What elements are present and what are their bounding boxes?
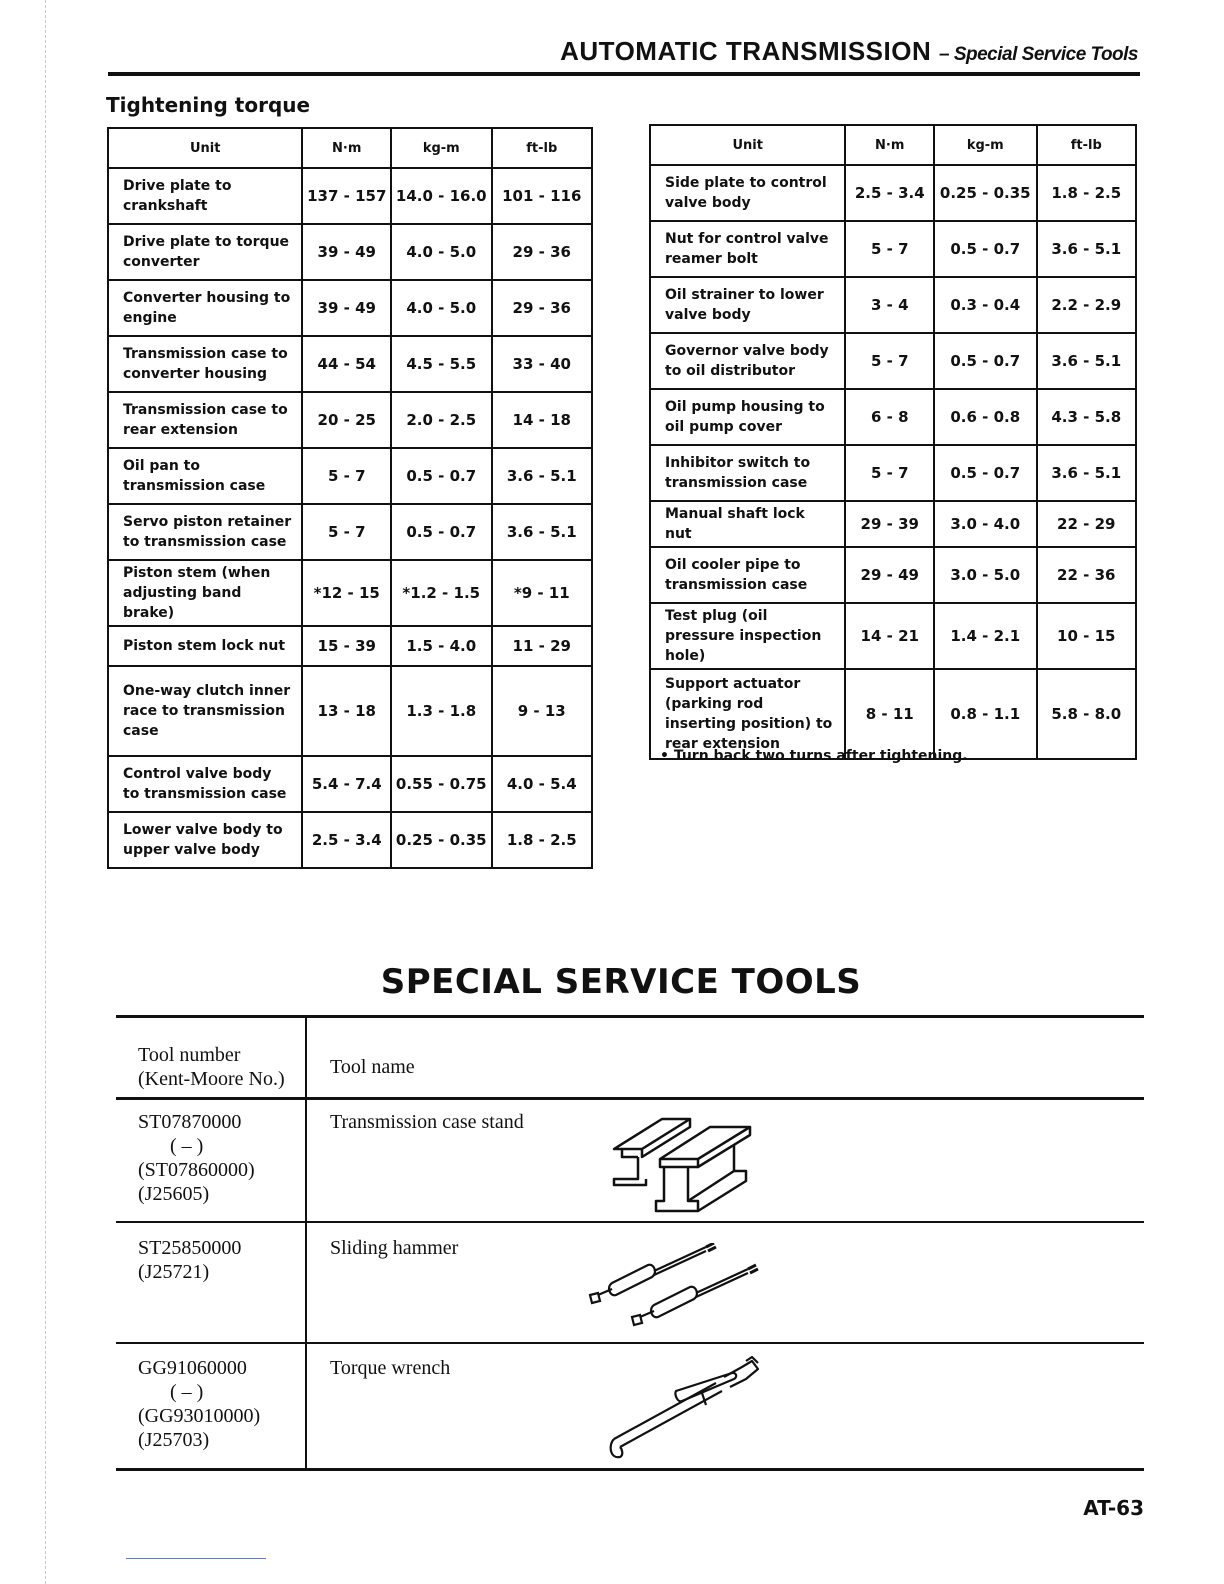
table-row <box>650 221 1136 277</box>
sliding-hammer-icon <box>582 1243 762 1333</box>
table-row <box>108 666 592 756</box>
ftlb-cell: 9 - 13 <box>492 666 592 756</box>
table-column-divider <box>305 1015 307 1470</box>
table-row <box>108 224 592 280</box>
kgm-cell: 4.0 - 5.0 <box>391 280 492 336</box>
unit-cell: Oil pan to transmission case <box>108 448 302 504</box>
section-label: Tightening torque <box>106 93 311 117</box>
unit-cell: Piston stem (when adjusting band brake) <box>108 560 302 626</box>
nm-cell: 5 - 7 <box>302 504 391 560</box>
table-row <box>650 277 1136 333</box>
nm-cell: 39 - 49 <box>302 224 391 280</box>
table-row <box>108 560 592 626</box>
header-title: AUTOMATIC TRANSMISSION <box>560 36 932 66</box>
kgm-cell: 3.0 - 4.0 <box>934 501 1037 547</box>
table-body <box>108 168 592 868</box>
nm-cell: 2.5 - 3.4 <box>302 812 391 868</box>
table-row <box>108 280 592 336</box>
table-row <box>650 165 1136 221</box>
kgm-cell: 14.0 - 16.0 <box>391 168 492 224</box>
tool-number-alt: ( – ) <box>170 1381 204 1403</box>
special-service-tools-title: SPECIAL SERVICE TOOLS <box>380 962 862 1002</box>
tool-number-cell <box>138 1356 260 1452</box>
table-body <box>650 165 1136 759</box>
torque-table-left <box>107 127 593 869</box>
kgm-cell: 0.25 - 0.35 <box>391 812 492 868</box>
kgm-cell: 0.55 - 0.75 <box>391 756 492 812</box>
col-header-ftlb: ft-lb <box>492 128 592 168</box>
torque-table-right <box>649 124 1137 760</box>
page-number: AT-63 <box>1083 1496 1144 1520</box>
table-row <box>108 392 592 448</box>
nm-cell: 5 - 7 <box>845 221 934 277</box>
kent-moore-number: (J25605) <box>138 1183 210 1205</box>
table-rule <box>116 1221 1144 1223</box>
table-row <box>108 504 592 560</box>
kgm-cell: 0.5 - 0.7 <box>391 504 492 560</box>
ftlb-cell: 3.6 - 5.1 <box>1037 333 1136 389</box>
col-header-nm: N·m <box>302 128 391 168</box>
table-row <box>108 448 592 504</box>
ftlb-cell: 22 - 29 <box>1037 501 1136 547</box>
col-header-unit: Unit <box>108 128 302 168</box>
kgm-cell: 0.6 - 0.8 <box>934 389 1037 445</box>
unit-cell: Oil cooler pipe to transmission case <box>650 547 845 603</box>
ftlb-cell: 3.6 - 5.1 <box>492 448 592 504</box>
kgm-cell: 0.5 - 0.7 <box>934 445 1037 501</box>
kgm-cell: 4.0 - 5.0 <box>391 224 492 280</box>
table-row <box>108 626 592 666</box>
kgm-cell: 0.25 - 0.35 <box>934 165 1037 221</box>
kgm-cell: 0.8 - 1.1 <box>934 669 1037 759</box>
unit-cell: Drive plate to crankshaft <box>108 168 302 224</box>
ftlb-cell: 10 - 15 <box>1037 603 1136 669</box>
table-row <box>108 812 592 868</box>
col-header-ftlb: ft-lb <box>1037 125 1136 165</box>
kgm-cell: 0.5 - 0.7 <box>934 333 1037 389</box>
tool-name: Sliding hammer <box>330 1237 459 1259</box>
nm-cell: 6 - 8 <box>845 389 934 445</box>
ftlb-cell: 3.6 - 5.1 <box>1037 221 1136 277</box>
unit-cell: Oil pump housing to oil pump cover <box>650 389 845 445</box>
table-row <box>108 168 592 224</box>
table-row <box>650 333 1136 389</box>
nm-cell: 29 - 49 <box>845 547 934 603</box>
tool-name: Torque wrench <box>330 1357 451 1379</box>
kgm-cell: 0.3 - 0.4 <box>934 277 1037 333</box>
tool-number: ST07870000 <box>138 1111 242 1133</box>
ftlb-cell: 101 - 116 <box>492 168 592 224</box>
ftlb-cell: 29 - 36 <box>492 224 592 280</box>
table-row <box>650 669 1136 759</box>
col-header-kgm: kg-m <box>391 128 492 168</box>
nm-cell: 14 - 21 <box>845 603 934 669</box>
table-row <box>108 756 592 812</box>
ftlb-cell: 29 - 36 <box>492 280 592 336</box>
unit-cell: Nut for control valve reamer bolt <box>650 221 845 277</box>
nm-cell: 5 - 7 <box>845 333 934 389</box>
nm-cell: 5 - 7 <box>845 445 934 501</box>
unit-cell: Servo piston retainer to transmission case <box>108 504 302 560</box>
binding-margin-line <box>45 0 47 1584</box>
footnote: • Turn back two turns after tightening. <box>660 748 968 764</box>
tool-name: Transmission case stand <box>330 1111 524 1133</box>
table-row <box>650 547 1136 603</box>
ftlb-cell: 11 - 29 <box>492 626 592 666</box>
tool-number-alt: ( – ) <box>170 1135 204 1157</box>
nm-cell: 44 - 54 <box>302 336 391 392</box>
table-row <box>650 389 1136 445</box>
transmission-case-stand-icon <box>602 1101 762 1221</box>
ftlb-cell: 5.8 - 8.0 <box>1037 669 1136 759</box>
kgm-cell: 1.4 - 2.1 <box>934 603 1037 669</box>
unit-cell: Manual shaft lock nut <box>650 501 845 547</box>
table-header-row <box>108 128 592 168</box>
ftlb-cell: 33 - 40 <box>492 336 592 392</box>
kgm-cell: 4.5 - 5.5 <box>391 336 492 392</box>
kgm-cell: 1.5 - 4.0 <box>391 626 492 666</box>
table-rule <box>116 1342 1144 1344</box>
unit-cell: Transmission case to rear extension <box>108 392 302 448</box>
tool-number: ST25850000 <box>138 1237 242 1259</box>
kent-moore-number: (J25721) <box>138 1261 210 1283</box>
ftlb-cell: 3.6 - 5.1 <box>1037 445 1136 501</box>
header-tool-number-line1: Tool number <box>138 1044 241 1066</box>
table-row <box>108 336 592 392</box>
unit-cell: Support actuator (parking rod inserting position) to rear extension <box>650 669 845 759</box>
unit-cell: Inhibitor switch to transmission case <box>650 445 845 501</box>
kgm-cell: 0.5 - 0.7 <box>934 221 1037 277</box>
table-rule <box>116 1468 1144 1471</box>
col-header-kgm: kg-m <box>934 125 1037 165</box>
nm-cell: 20 - 25 <box>302 392 391 448</box>
nm-cell: *12 - 15 <box>302 560 391 626</box>
unit-cell: Governor valve body to oil distributor <box>650 333 845 389</box>
header-tool-name: Tool name <box>330 1056 415 1078</box>
footer-rule <box>126 1558 266 1559</box>
nm-cell: 3 - 4 <box>845 277 934 333</box>
header-rule <box>108 72 1140 76</box>
unit-cell: Transmission case to converter housing <box>108 336 302 392</box>
header-tool-number <box>138 1043 285 1091</box>
table-rule <box>116 1097 1144 1100</box>
kgm-cell: 0.5 - 0.7 <box>391 448 492 504</box>
kgm-cell: 1.3 - 1.8 <box>391 666 492 756</box>
torque-wrench-icon <box>606 1355 766 1465</box>
ftlb-cell: 3.6 - 5.1 <box>492 504 592 560</box>
unit-cell: Oil strainer to lower valve body <box>650 277 845 333</box>
unit-cell: Test plug (oil pressure inspection hole) <box>650 603 845 669</box>
table-row <box>650 445 1136 501</box>
ftlb-cell: 4.3 - 5.8 <box>1037 389 1136 445</box>
ftlb-cell: 1.8 - 2.5 <box>492 812 592 868</box>
kgm-cell: *1.2 - 1.5 <box>391 560 492 626</box>
col-header-nm: N·m <box>845 125 934 165</box>
page-header <box>560 36 1138 67</box>
kgm-cell: 3.0 - 5.0 <box>934 547 1037 603</box>
tool-number-cell <box>138 1236 241 1284</box>
tool-number-alt: (GG93010000) <box>138 1405 261 1427</box>
unit-cell: Drive plate to torque converter <box>108 224 302 280</box>
table-rule <box>116 1015 1144 1018</box>
table-header-row <box>650 125 1136 165</box>
ftlb-cell: *9 - 11 <box>492 560 592 626</box>
nm-cell: 29 - 39 <box>845 501 934 547</box>
nm-cell: 137 - 157 <box>302 168 391 224</box>
nm-cell: 5.4 - 7.4 <box>302 756 391 812</box>
kent-moore-number: (J25703) <box>138 1429 210 1451</box>
ftlb-cell: 22 - 36 <box>1037 547 1136 603</box>
tool-number-alt: (ST07860000) <box>138 1159 255 1181</box>
unit-cell: Control valve body to transmission case <box>108 756 302 812</box>
ftlb-cell: 4.0 - 5.4 <box>492 756 592 812</box>
nm-cell: 8 - 11 <box>845 669 934 759</box>
tool-number-cell <box>138 1110 255 1206</box>
unit-cell: Converter housing to engine <box>108 280 302 336</box>
unit-cell: Piston stem lock nut <box>108 626 302 666</box>
ftlb-cell: 1.8 - 2.5 <box>1037 165 1136 221</box>
unit-cell: One-way clutch inner race to transmission case <box>108 666 302 756</box>
nm-cell: 15 - 39 <box>302 626 391 666</box>
ftlb-cell: 2.2 - 2.9 <box>1037 277 1136 333</box>
unit-cell: Lower valve body to upper valve body <box>108 812 302 868</box>
nm-cell: 13 - 18 <box>302 666 391 756</box>
header-subtitle: – Special Service Tools <box>938 44 1138 65</box>
nm-cell: 5 - 7 <box>302 448 391 504</box>
table-row <box>650 603 1136 669</box>
nm-cell: 39 - 49 <box>302 280 391 336</box>
ftlb-cell: 14 - 18 <box>492 392 592 448</box>
col-header-unit: Unit <box>650 125 845 165</box>
kgm-cell: 2.0 - 2.5 <box>391 392 492 448</box>
header-tool-number-line2: (Kent-Moore No.) <box>138 1068 285 1090</box>
nm-cell: 2.5 - 3.4 <box>845 165 934 221</box>
table-row <box>650 501 1136 547</box>
tool-number: GG91060000 <box>138 1357 247 1379</box>
special-service-tools-table <box>116 1015 1144 1472</box>
unit-cell: Side plate to control valve body <box>650 165 845 221</box>
